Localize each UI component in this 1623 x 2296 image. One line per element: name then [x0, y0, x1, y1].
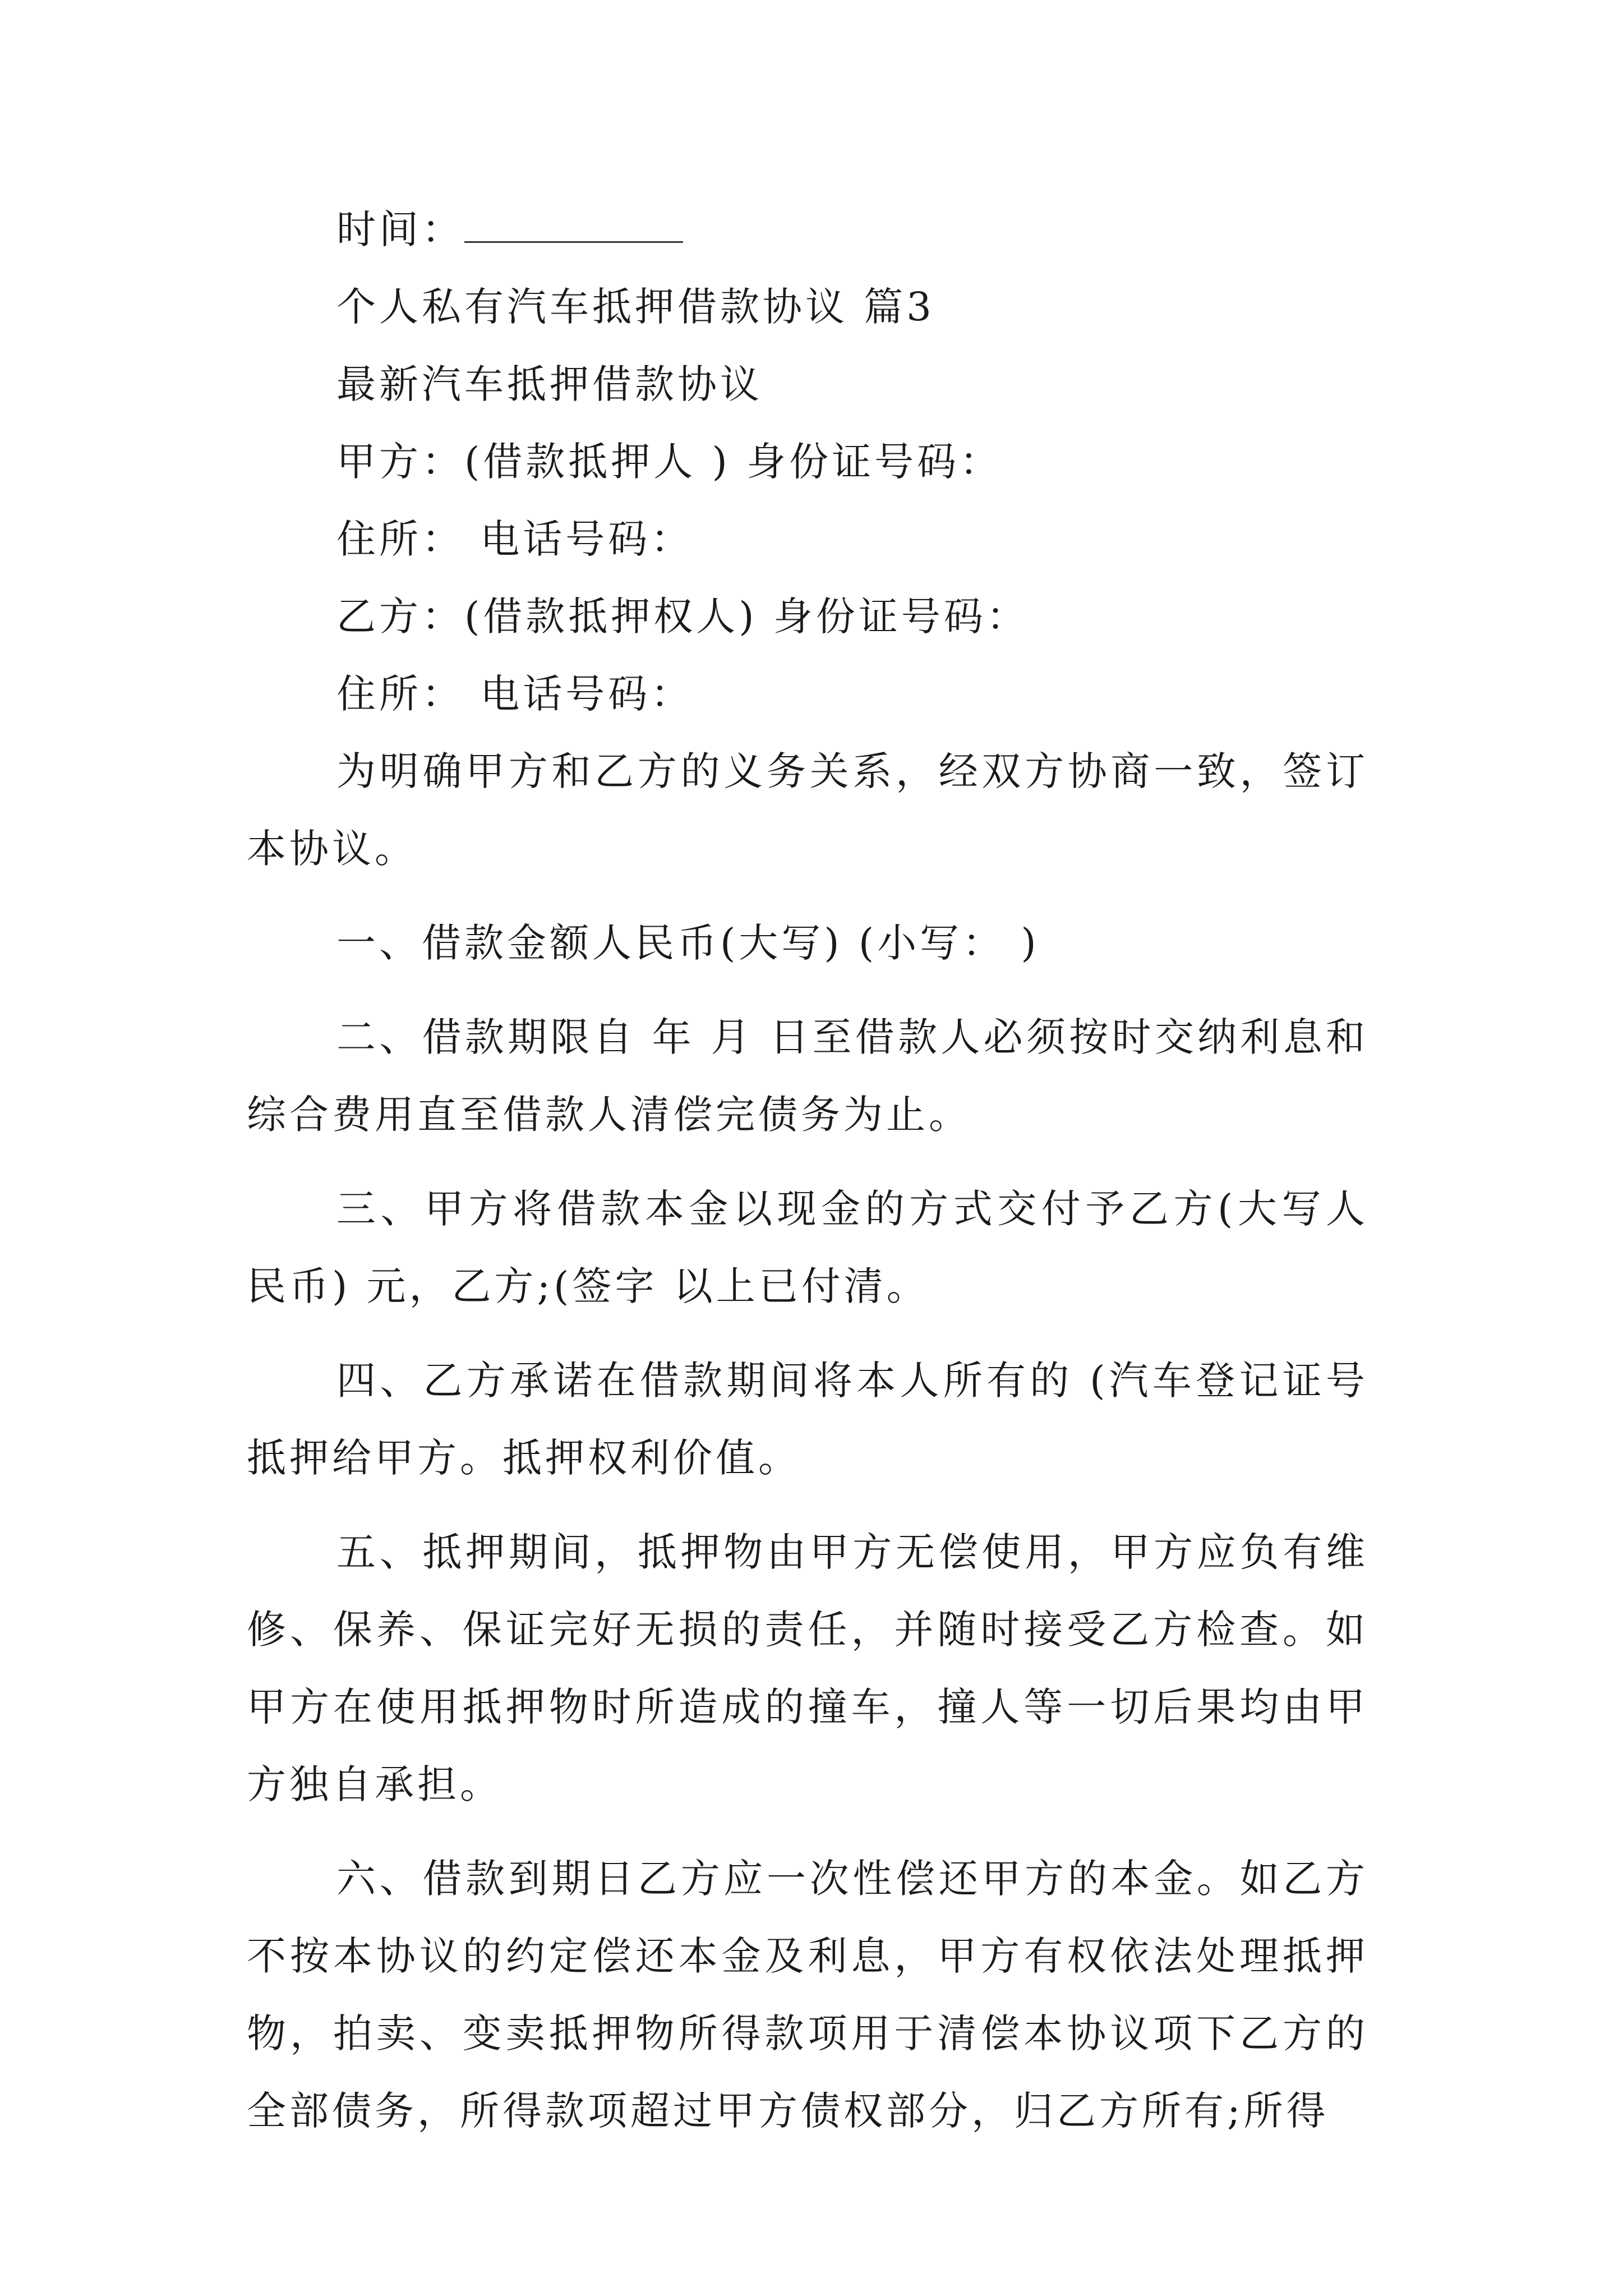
- party-b-address-line: 住所： 电话号码：: [336, 671, 694, 717]
- paragraph-clause-4: 四、乙方承诺在借款期间将本人所有的 (汽车登记证号抵押给甲方。抵押权利价值。: [247, 1358, 1368, 1481]
- paragraph-intro: 为明确甲方和乙方的义务关系，经双方协商一致，签订本协议。: [247, 748, 1368, 872]
- party-b-line: 乙方：(借款抵押权人) 身份证号码：: [336, 593, 1029, 639]
- agreement-title: 最新汽车抵押借款协议: [336, 361, 763, 407]
- section-title: 个人私有汽车抵押借款协议 篇3: [336, 284, 935, 330]
- party-a-line: 甲方：(借款抵押人 ) 身份证号码：: [336, 439, 1003, 485]
- paragraph-clause-5: 五、抵押期间，抵押物由甲方无偿使用，甲方应负有维修、保养、保证完好无损的责任，并随时接受乙方检查。如甲方在使用抵押物时所造成的撞车，撞人等一切后果均由甲方独自承担。: [247, 1529, 1368, 1807]
- time-label: 时间：: [336, 206, 464, 252]
- time-blank: [464, 209, 683, 243]
- party-a-address-line: 住所： 电话号码：: [336, 516, 694, 562]
- paragraph-clause-1: 一、借款金额人民币(大写) (小写： ): [336, 920, 1040, 966]
- document-body: [247, 191, 1368, 2166]
- paragraph-clause-6: 六、借款到期日乙方应一次性偿还甲方的本金。如乙方不按本协议的约定偿还本金及利息，甲方有权依法处理抵押物，拍卖、变卖抵押物所得款项用于清偿本协议项下乙方的全部债务，所得款项超过甲方债权部分，归乙方所有;所得: [247, 1856, 1368, 2134]
- paragraph-clause-2: 二、借款期限自 年 月 日至借款人必须按时交纳利息和综合费用直至借款人清偿完债务为止。: [247, 1014, 1368, 1138]
- paragraph-clause-3: 三、甲方将借款本金以现金的方式交付予乙方(大写人民币) 元，乙方;(签字 以上已付清。: [247, 1186, 1368, 1309]
- time-line: [247, 191, 1368, 268]
